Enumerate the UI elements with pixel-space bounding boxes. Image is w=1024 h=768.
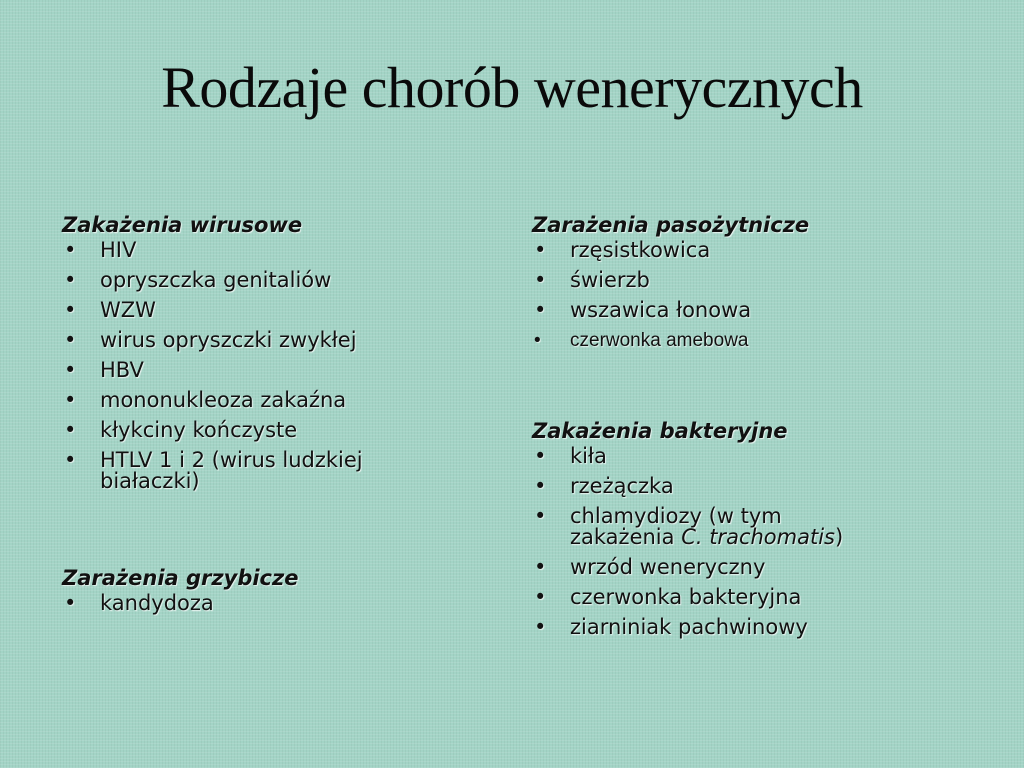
bullet-icon: • bbox=[64, 448, 77, 472]
bacterial-list bbox=[532, 446, 972, 638]
list-item: • rzęsistkowica bbox=[534, 238, 711, 262]
species-name: C. trachomatis bbox=[681, 525, 835, 549]
bullet-icon: • bbox=[534, 504, 547, 528]
bullet-icon: • bbox=[64, 418, 77, 442]
bullet-icon: • bbox=[534, 444, 547, 468]
list-item: • WZW bbox=[64, 298, 156, 322]
list-item: • czerwonka bakteryjna bbox=[534, 585, 802, 609]
list-item: • rzeżączka bbox=[534, 474, 674, 498]
list-item: • ziarniniak pachwinowy bbox=[534, 615, 808, 639]
left-column bbox=[62, 210, 502, 623]
bullet-icon: • bbox=[534, 615, 547, 639]
bullet-icon: • bbox=[64, 298, 77, 322]
list-item: • kandydoza bbox=[64, 591, 214, 615]
bacterial-heading: Zakażenia bakteryjne bbox=[532, 419, 788, 443]
list-item: • czerwonka amebowa bbox=[534, 330, 749, 351]
fungal-list bbox=[62, 593, 502, 614]
list-item: • kiła bbox=[534, 444, 607, 468]
bullet-icon: • bbox=[534, 330, 541, 351]
list-item: • chlamydiozy (w tym zakażenia C. trachomatis) bbox=[534, 504, 844, 549]
viral-heading: Zakażenia wirusowe bbox=[62, 213, 303, 237]
slide-title: Rodzaje chorób wenerycznych bbox=[161, 55, 863, 120]
list-item: • świerzb bbox=[534, 268, 650, 292]
list-item: • HBV bbox=[64, 358, 144, 382]
list-item: • opryszczka genitaliów bbox=[64, 268, 332, 292]
viral-list bbox=[62, 240, 502, 492]
bullet-icon: • bbox=[64, 328, 77, 352]
list-item: • wrzód weneryczny bbox=[534, 555, 766, 579]
list-item: • HIV bbox=[64, 238, 137, 262]
list-item: • wszawica łonowa bbox=[534, 298, 752, 322]
list-item: • wirus opryszczki zwykłej bbox=[64, 328, 357, 352]
list-item: • HTLV 1 i 2 (wirus ludzkiej białaczki) bbox=[64, 448, 363, 493]
parasitic-heading: Zarażenia pasożytnicze bbox=[532, 213, 810, 237]
list-item: • kłykciny kończyste bbox=[64, 418, 298, 442]
bullet-icon: • bbox=[534, 268, 547, 292]
bullet-icon: • bbox=[64, 268, 77, 292]
fungal-heading: Zarażenia grzybicze bbox=[62, 566, 299, 590]
bullet-icon: • bbox=[534, 585, 547, 609]
parasitic-list bbox=[532, 240, 972, 351]
bullet-icon: • bbox=[64, 591, 77, 615]
bullet-icon: • bbox=[534, 555, 547, 579]
bullet-icon: • bbox=[534, 298, 547, 322]
bullet-icon: • bbox=[534, 474, 547, 498]
bullet-icon: • bbox=[534, 238, 547, 262]
list-item: • mononukleoza zakaźna bbox=[64, 388, 347, 412]
bullet-icon: • bbox=[64, 238, 77, 262]
right-column bbox=[532, 210, 972, 647]
bullet-icon: • bbox=[64, 388, 77, 412]
bullet-icon: • bbox=[64, 358, 77, 382]
